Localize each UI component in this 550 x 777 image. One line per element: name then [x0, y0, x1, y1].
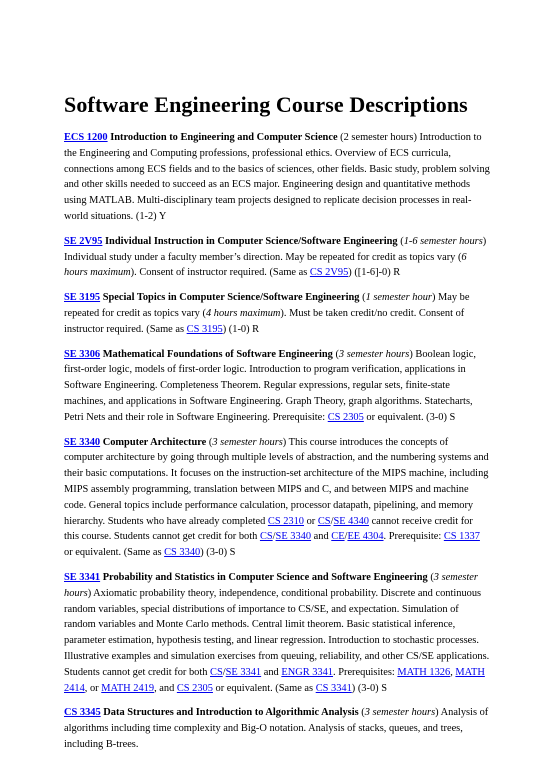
course-entry: CS 3345 Data Structures and Introduction to Algorithmic Analysis (3 semester hours) Analysis of algorithms including time complexity and Big-O notation. Analysis of stacks, queues, and trees, including B-trees. — [64, 707, 489, 750]
course-ref-link[interactable]: CS 2305 — [327, 411, 364, 423]
description-text: / — [272, 531, 276, 543]
course-hours: 3 semester hours — [364, 707, 436, 719]
course-code-link[interactable]: SE 3341 — [64, 571, 101, 583]
description-text: , and — [154, 682, 177, 694]
course-ref-link[interactable]: CS 2V95 — [309, 267, 349, 279]
course-ref-link[interactable]: CS — [317, 515, 331, 527]
course-ref-link[interactable]: MATH 1326 — [397, 666, 451, 678]
course-code-link[interactable]: CS 3345 — [64, 707, 101, 719]
description-text: Boolean logic, first-order logic, models of first-order logic. Introduction to program verification, applications in Software Engineering. Completeness Theorem. Regular expressions, regular sets, finite-state machines, and applications in Software Engineering. Graph Theory, graph algorithms. Statecharts, Petri Nets and their role in Software Engineering. Prerequisite: — [64, 348, 476, 423]
description-text: / — [344, 531, 348, 543]
course-title: Probability and Statistics in Computer Science and Software Engineering — [102, 571, 428, 583]
course-ref-link[interactable]: CS 3341 — [315, 682, 352, 694]
description-text: / — [222, 666, 226, 678]
course-code-link[interactable]: SE 3195 — [64, 292, 101, 304]
course-ref-link[interactable]: CS 1337 — [443, 531, 480, 543]
course-hours: 3 semester hours — [338, 348, 410, 360]
description-text: cannot receive credit for this course. Students cannot get credit for both — [64, 515, 473, 543]
course-hours: 3 semester hours — [212, 436, 283, 448]
description-text: . Prerequisite: — [383, 531, 444, 543]
credit-limit-text: 6 hours maximum — [64, 251, 467, 279]
course-ref-link[interactable]: CS 2310 — [267, 515, 304, 527]
description-text: ). Must be taken credit/no credit. Consent of instructor required. (Same as — [64, 307, 465, 335]
description-text: or equivalent. (3-0) S — [363, 411, 456, 423]
credit-limit-text: 4 hours maximum — [205, 307, 281, 319]
course-code-link[interactable]: SE 2V95 — [64, 235, 103, 247]
description-text: ) ([1-6]-0) R — [348, 267, 401, 279]
description-text: Introduction to the Engineering and Computing professions, professional ethics. Overview of ECS curricula, connections among ECS fields and to the basics of sciences, other fields. Basic study, problem solving and other skills needed to succeed as an ECS major. Engineering design and quantitative methods using MATLAB. Multi-disciplinary team projects designed to replicate decision processes in real-world situations. (1-2) Y — [64, 132, 490, 222]
description-text: , — [450, 666, 456, 678]
description-text: or equivalent. (Same as — [212, 682, 316, 694]
description-text: and — [311, 531, 332, 543]
description-text: ). Consent of instructor required. (Same as — [130, 267, 310, 279]
course-ref-link[interactable]: MATH 2414 — [64, 666, 485, 694]
description-text: May be repeated for credit as topics vary ( — [64, 292, 470, 319]
course-entry: SE 3195 Special Topics in Computer Science/Software Engineering (1 semester hour) May be repeated for credit as topics vary (4 hours maximum). Must be taken credit/no credit. Consent of instructor required. (Same as CS 3195) (1-0) R — [64, 292, 470, 335]
course-code-link[interactable]: ECS 1200 — [64, 132, 108, 143]
description-text: and — [261, 666, 282, 678]
course-ref-link[interactable]: CS 2305 — [176, 682, 213, 694]
course-hours: 2 semester hours — [343, 132, 414, 143]
description-text: ) (1-0) R — [222, 323, 260, 335]
description-text: Axiomatic probability theory, independence, conditional probability. Discrete and continuous random variables, special distributions of importance to CS/SE, and expectation. Simulation of random variables and Monte Carlo methods. Central limit theorem. Basic statistical inference, parameter estimation, hypothesis testing, and linear regression. Introduction to stochastic processes. Illustrative examples and simulation exercises from queuing, reliability, and other CS/SE applications. Students cannot get credit for both — [64, 587, 490, 678]
course-title: Data Structures and Introduction to Algorithmic Analysis — [103, 707, 359, 719]
course-entry: ECS 1200 Introduction to Engineering and Computer Science (2 semester hours) Introduction to the Engineering and Computing professions, professional ethics. Overview of ECS curricula, connections among ECS fields and to the basics of sciences, other fields. Basic study, problem solving and other skills needed to succeed as an ECS major. Engineering design and quantitative methods using MATLAB. Multi-disciplinary team projects designed to replicate decision processes in real-world situations. (1-2) Y — [64, 132, 490, 222]
course-ref-link[interactable]: SE 3340 — [275, 531, 312, 543]
course-entry: SE 3341 Probability and Statistics in Computer Science and Software Engineering (3 semester hours) Axiomatic probability theory, independence, conditional probability. Discrete and continuous random variables, special distributions of importance to CS/SE, and expectation. Simulation of random variables and Monte Carlo methods. Central limit theorem. Basic statistical inference, parameter estimation, hypothesis testing, and linear regression. Introduction to stochastic processes. Illustrative examples and simulation exercises from queuing, reliability, and other CS/SE applications. Students cannot get credit for both CS/SE 3341 and ENGR 3341. Prerequisites: MATH 1326, MATH 2414, or MATH 2419, and CS 2305 or equivalent. (Same as CS 3341) (3-0) S — [64, 571, 490, 694]
course-ref-link[interactable]: MATH 2419 — [101, 682, 155, 694]
page-title: Software Engineering Course Descriptions — [64, 92, 468, 117]
course-code-link[interactable]: SE 3340 — [64, 436, 101, 448]
description-text: , or — [84, 682, 102, 694]
description-text: or — [303, 515, 318, 527]
description-text: . Prerequisites: — [333, 666, 398, 678]
description-text: or equivalent. (Same as — [64, 547, 165, 559]
course-hours: 1 semester hour — [365, 292, 432, 304]
course-title: Computer Architecture — [102, 436, 207, 448]
course-ref-link[interactable]: CS — [210, 666, 223, 678]
course-title: Introduction to Engineering and Computer Science — [110, 132, 338, 143]
course-ref-link[interactable]: EE 4304 — [347, 531, 384, 543]
course-ref-link[interactable]: CS 3195 — [186, 323, 223, 335]
course-ref-link[interactable]: SE 4340 — [333, 515, 369, 527]
description-text: Analysis of algorithms including time complexity and Big-O notation. Analysis of stacks, queues, and trees, including B-trees. — [64, 707, 489, 750]
description-text: ) (3-0) S — [351, 682, 387, 694]
course-list — [64, 130, 490, 750]
course-ref-link[interactable]: CS — [259, 531, 273, 543]
course-title: Mathematical Foundations of Software Engineering — [102, 348, 333, 360]
course-title: Individual Instruction in Computer Science/Software Engineering — [105, 235, 398, 247]
course-code-link[interactable]: SE 3306 — [64, 348, 101, 360]
description-text: ) (3-0) S — [200, 547, 236, 559]
course-ref-link[interactable]: SE 3341 — [225, 666, 262, 678]
description-text: Individual study under a faculty member’s direction. May be repeated for credit as topics vary ( — [64, 251, 462, 263]
description-text: This course introduces the concepts of computer architecture by going through multiple levels of abstraction, and the numbering systems and their basic computations. It focuses on the instruction-set architecture of the MIPS machine, including MIPS assembly programming, translation between MIPS and C, and between MIPS and machine code. General topics include performance calculation, processor datapath, pipelining, and memory hierarchy. Students who have already completed — [64, 436, 489, 527]
course-entry: SE 2V95 Individual Instruction in Computer Science/Software Engineering (1-6 semester hours) Individual study under a faculty member’s direction. May be repeated for credit as topics vary (6 hours maximum). Consent of instructor required. (Same as CS 2V95) ([1-6]-0) R — [64, 235, 487, 279]
course-ref-link[interactable]: CS 3340 — [164, 547, 201, 559]
course-hours: 3 semester hours — [64, 571, 478, 599]
description-text: / — [330, 515, 334, 527]
course-entry: SE 3340 Computer Architecture (3 semester hours) This course introduces the concepts of computer architecture by going through multiple levels of abstraction, and the numbering systems and their basic computations. It focuses on the instruction-set architecture of the MIPS machine, including MIPS assembly programming, translation between MIPS and C, and between MIPS and machine code. General topics include performance calculation, processor datapath, pipelining, and memory hierarchy. Students who have already completed CS 2310 or CS/SE 4340 cannot receive credit for this course. Students cannot get credit for both CS/SE 3340 and CE/EE 4304. Prerequisite: CS 1337 or equivalent. (Same as CS 3340) (3-0) S — [64, 436, 489, 559]
course-title: Special Topics in Computer Science/Software Engineering — [102, 292, 360, 304]
course-ref-link[interactable]: CE — [331, 531, 345, 543]
course-hours: 1-6 semester hours — [403, 235, 483, 247]
course-entry: SE 3306 Mathematical Foundations of Software Engineering (3 semester hours) Boolean logic, first-order logic, models of first-order logic. Introduction to program verification, applications in Software Engineering. Completeness Theorem. Regular expressions, regular sets, finite-state machines, and applications in Software Engineering. Graph Theory, graph algorithms. Statecharts, Petri Nets and their role in Software Engineering. Prerequisite: CS 2305 or equivalent. (3-0) S — [64, 348, 476, 423]
course-ref-link[interactable]: ENGR 3341 — [281, 666, 334, 678]
